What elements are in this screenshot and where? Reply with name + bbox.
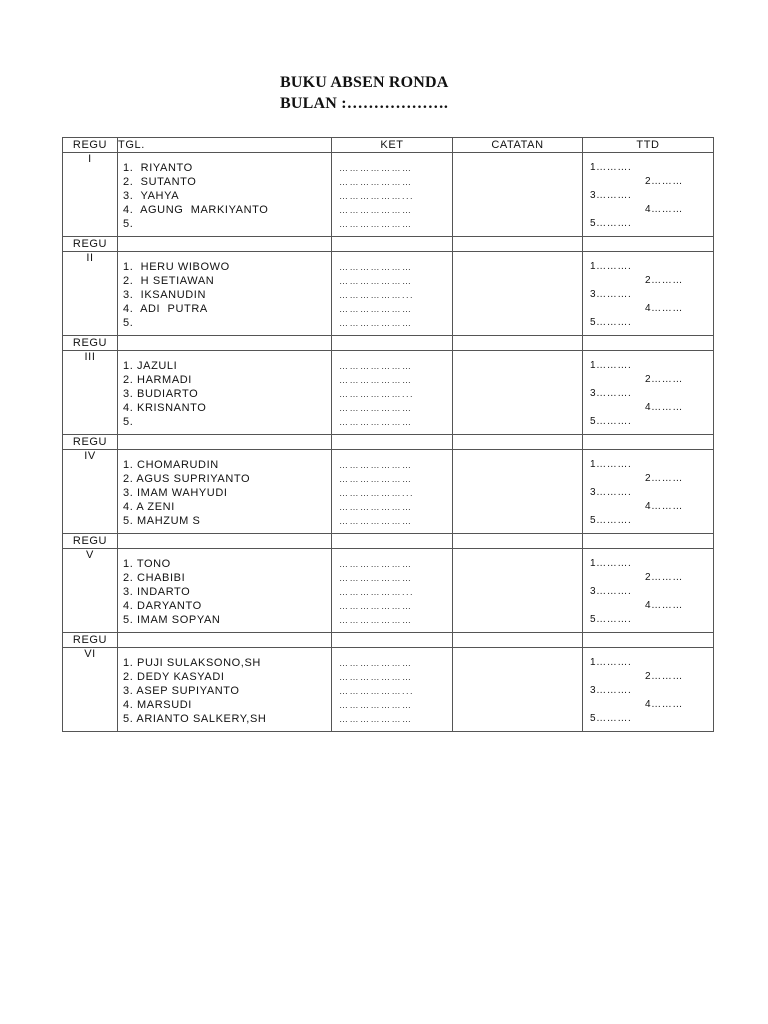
ket-dotted-line: ………………… <box>339 262 413 272</box>
member-name: 5. MAHZUM S <box>123 515 201 527</box>
empty-cell <box>118 336 332 351</box>
ket-dotted-line: ………………… <box>339 714 413 724</box>
member-name: 2. CHABIBI <box>123 572 186 584</box>
signature-line: 3………. <box>590 388 632 399</box>
document-title: BUKU ABSEN RONDA <box>280 74 449 91</box>
signature-line: 1………. <box>590 261 632 272</box>
regu-separator-row <box>63 336 714 351</box>
ket-dotted-line: ………………… <box>339 417 413 427</box>
member-name: 4. AGUNG MARKIYANTO <box>123 204 269 216</box>
header-ket: KET <box>332 138 453 153</box>
regu-number: I <box>63 153 118 237</box>
member-name: 5. <box>123 317 134 329</box>
ket-dotted-line: ………………... <box>339 389 415 399</box>
empty-cell <box>453 336 583 351</box>
signature-line: 4……… <box>645 600 683 611</box>
signature-line: 4……… <box>645 699 683 710</box>
ket-dotted-line: ………………… <box>339 474 413 484</box>
member-name: 3. BUDIARTO <box>123 388 199 400</box>
empty-cell <box>453 534 583 549</box>
empty-cell <box>332 435 453 450</box>
empty-cell <box>453 435 583 450</box>
member-name: 1. JAZULI <box>123 360 178 372</box>
header-tgl: TGL. <box>118 138 332 153</box>
member-name: 4. MARSUDI <box>123 699 192 711</box>
signature-line: 1………. <box>590 459 632 470</box>
member-name: 3. ASEP SUPIYANTO <box>123 685 240 697</box>
ttd-cell <box>583 252 714 336</box>
member-name: 2. DEDY KASYADI <box>123 671 225 683</box>
catatan-cell <box>453 648 583 732</box>
signature-line: 3………. <box>590 685 632 696</box>
ket-dotted-line: ………………… <box>339 361 413 371</box>
member-name: 4. KRISNANTO <box>123 402 207 414</box>
signature-line: 5………. <box>590 515 632 526</box>
member-name: 1. CHOMARUDIN <box>123 459 219 471</box>
member-name: 1. TONO <box>123 558 171 570</box>
empty-cell <box>118 534 332 549</box>
signature-line: 4……… <box>645 501 683 512</box>
catatan-cell <box>453 252 583 336</box>
member-name: 3. IMAM WAHYUDI <box>123 487 228 499</box>
signature-line: 1………. <box>590 162 632 173</box>
empty-cell <box>118 435 332 450</box>
empty-cell <box>453 237 583 252</box>
empty-cell <box>118 237 332 252</box>
empty-cell <box>583 435 714 450</box>
member-name: 3. YAHYA <box>123 190 180 202</box>
member-names-cell <box>118 153 332 237</box>
signature-line: 4……… <box>645 204 683 215</box>
signature-line: 2……… <box>645 275 683 286</box>
ket-dotted-line: ………………… <box>339 460 413 470</box>
ket-dotted-line: ………………… <box>339 502 413 512</box>
regu-separator-row <box>63 534 714 549</box>
empty-cell <box>332 633 453 648</box>
ket-dotted-line: ………………… <box>339 601 413 611</box>
ket-dotted-line: ………………… <box>339 163 413 173</box>
ttd-cell <box>583 153 714 237</box>
member-names-cell <box>118 549 332 633</box>
signature-line: 5………. <box>590 317 632 328</box>
empty-cell <box>332 534 453 549</box>
regu-group-row <box>63 351 714 435</box>
regu-group-row <box>63 450 714 534</box>
ttd-cell <box>583 351 714 435</box>
catatan-cell <box>453 450 583 534</box>
ket-dotted-line: ………………… <box>339 403 413 413</box>
regu-group-row <box>63 153 714 237</box>
table-header-row <box>63 138 714 153</box>
ttd-cell <box>583 648 714 732</box>
empty-cell <box>583 237 714 252</box>
member-name: 5. <box>123 416 134 428</box>
regu-separator-row <box>63 633 714 648</box>
ket-dotted-line: ………………… <box>339 375 413 385</box>
ket-dotted-line: ………………… <box>339 700 413 710</box>
member-name: 5. IMAM SOPYAN <box>123 614 221 626</box>
ket-dotted-line: ………………… <box>339 516 413 526</box>
regu-number: II <box>63 252 118 336</box>
signature-line: 5………. <box>590 614 632 625</box>
member-name: 2. HARMADI <box>123 374 192 386</box>
ket-cell <box>332 153 453 237</box>
regu-group-row <box>63 648 714 732</box>
ket-dotted-line: ………………… <box>339 559 413 569</box>
member-names-cell <box>118 648 332 732</box>
ket-dotted-line: ………………... <box>339 488 415 498</box>
ket-dotted-line: ………………… <box>339 658 413 668</box>
catatan-cell <box>453 153 583 237</box>
ket-dotted-line: ………………… <box>339 219 413 229</box>
ket-dotted-line: ………………… <box>339 672 413 682</box>
member-names-cell <box>118 351 332 435</box>
ket-dotted-line: ………………… <box>339 573 413 583</box>
signature-line: 2……… <box>645 572 683 583</box>
ket-cell <box>332 549 453 633</box>
signature-line: 5………. <box>590 218 632 229</box>
signature-line: 4……… <box>645 303 683 314</box>
signature-line: 3………. <box>590 487 632 498</box>
empty-cell <box>118 633 332 648</box>
ket-dotted-line: ………………... <box>339 587 415 597</box>
signature-line: 5………. <box>590 713 632 724</box>
empty-cell <box>453 633 583 648</box>
member-name: 1. PUJI SULAKSONO,SH <box>123 657 261 669</box>
table-body <box>63 153 714 732</box>
member-name: 5. <box>123 218 134 230</box>
member-name: 1. RIYANTO <box>123 162 193 174</box>
regu-separator-label: REGU <box>63 336 118 351</box>
regu-separator-row <box>63 237 714 252</box>
catatan-cell <box>453 351 583 435</box>
ket-dotted-line: ………………... <box>339 191 415 201</box>
member-name: 3. INDARTO <box>123 586 191 598</box>
member-name: 4. DARYANTO <box>123 600 202 612</box>
signature-line: 2……… <box>645 374 683 385</box>
member-names-cell <box>118 450 332 534</box>
regu-separator-label: REGU <box>63 237 118 252</box>
regu-separator-label: REGU <box>63 435 118 450</box>
ket-cell <box>332 351 453 435</box>
member-name: 5. ARIANTO SALKERY,SH <box>123 713 267 725</box>
signature-line: 3………. <box>590 190 632 201</box>
signature-line: 1………. <box>590 360 632 371</box>
ttd-cell <box>583 549 714 633</box>
month-line: BULAN :………………. <box>280 95 449 112</box>
header-catatan: CATATAN <box>453 138 583 153</box>
ket-dotted-line: ………………… <box>339 304 413 314</box>
ttd-cell <box>583 450 714 534</box>
ket-dotted-line: ………………… <box>339 318 413 328</box>
signature-line: 5………. <box>590 416 632 427</box>
regu-number: IV <box>63 450 118 534</box>
ket-dotted-line: ………………... <box>339 290 415 300</box>
empty-cell <box>332 336 453 351</box>
regu-separator-label: REGU <box>63 633 118 648</box>
ket-dotted-line: ………………... <box>339 686 415 696</box>
header-regu: REGU <box>63 138 118 153</box>
member-names-cell <box>118 252 332 336</box>
ket-dotted-line: ………………… <box>339 615 413 625</box>
title-block <box>280 72 449 114</box>
member-name: 4. A ZENI <box>123 501 175 513</box>
ket-dotted-line: ………………… <box>339 276 413 286</box>
member-name: 2. SUTANTO <box>123 176 197 188</box>
regu-group-row <box>63 252 714 336</box>
regu-number: III <box>63 351 118 435</box>
ket-cell <box>332 450 453 534</box>
catatan-cell <box>453 549 583 633</box>
member-name: 2. H SETIAWAN <box>123 275 215 287</box>
regu-number: VI <box>63 648 118 732</box>
signature-line: 2……… <box>645 176 683 187</box>
regu-separator-row <box>63 435 714 450</box>
signature-line: 2……… <box>645 473 683 484</box>
empty-cell <box>583 534 714 549</box>
signature-line: 1………. <box>590 657 632 668</box>
ket-dotted-line: ………………… <box>339 177 413 187</box>
member-name: 4. ADI PUTRA <box>123 303 208 315</box>
signature-line: 2……… <box>645 671 683 682</box>
empty-cell <box>583 633 714 648</box>
empty-cell <box>332 237 453 252</box>
regu-number: V <box>63 549 118 633</box>
ket-cell <box>332 648 453 732</box>
ket-cell <box>332 252 453 336</box>
empty-cell <box>583 336 714 351</box>
regu-group-row <box>63 549 714 633</box>
signature-line: 3………. <box>590 289 632 300</box>
signature-line: 3………. <box>590 586 632 597</box>
signature-line: 4……… <box>645 402 683 413</box>
member-name: 1. HERU WIBOWO <box>123 261 230 273</box>
member-name: 3. IKSANUDIN <box>123 289 206 301</box>
attendance-table <box>62 137 714 732</box>
regu-separator-label: REGU <box>63 534 118 549</box>
header-ttd: TTD <box>583 138 714 153</box>
member-name: 2. AGUS SUPRIYANTO <box>123 473 251 485</box>
ket-dotted-line: ………………… <box>339 205 413 215</box>
signature-line: 1………. <box>590 558 632 569</box>
